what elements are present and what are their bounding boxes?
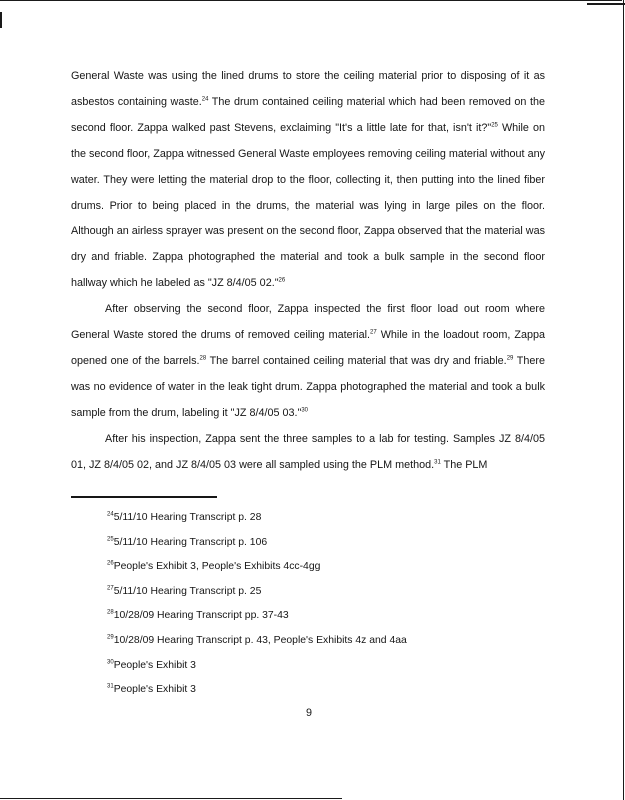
footnote-ref-28: 28 [199,355,207,362]
footnote-text: 5/11/10 Hearing Transcript p. 106 [113,536,268,548]
scan-corner-mark [587,3,625,5]
footnote-number: 29 [107,634,114,641]
footnote-item [107,607,507,632]
footnote-text: People's Exhibit 3 [113,684,196,696]
footnote-item [107,558,507,583]
paragraph-1: General Waste was using the lined drums to store the ceiling material prior to disposing of it as asbestos containing waste.$^{24}$ The drum contained ceiling material which had been removed on the second floor. Zappa walked past Stevens, exclaiming "It's a little late for that, isn't it?"$^{25}$ While on the second floor, Zappa witnessed General Waste employees removing ceiling material without any water. They were letting the material drop to the floor, collecting it, then putting into the lined fiber drums. Prior to being placed in the drums, the material was lying in large piles on the floor. Although an airless sprayer was present on the second floor, Zappa observed that the material was dry and friable. Zappa photographed the material and took a bulk sample in the second floor hallway which he labeled as "JZ 8/4/05 02."$^{26}$ [71,70,545,290]
footnote-item [107,509,507,534]
paragraph-3: After his inspection, Zappa sent the three samples to a lab for testing. Samples JZ 8/4/05 01, JZ 8/4/05 02, and JZ 8/4/05 03 were all sampled using the PLM method.$^{31}$ The PLM [71,432,545,471]
footnote-ref-30: 30 [301,407,308,414]
footnote-number: 27 [107,585,114,592]
footnote-number: 24 [107,511,114,518]
scan-left-tick [0,12,2,28]
footnote-text: 10/28/09 Hearing Transcript p. 43, People's Exhibits 4z and 4aa [113,634,407,646]
page-number: 9 [305,707,312,719]
footnote-text: 5/11/10 Hearing Transcript p. 28 [113,512,262,523]
scan-edge-right [623,0,624,800]
footnote-item [107,583,507,608]
paragraph-2: After observing the second floor, Zappa inspected the first floor load out room where General Waste stored the drums of removed ceiling material.$^{27}$ While in the loadout room, Zappa opened one of the barrels.$^{28}$ The barrel contained ceiling material that was dry and friable.$^{29}$ There was no evidence of water in the leak tight drum. Zappa photographed the material and took a bulk sample from the drum, labeling it "JZ 8/4/05 03."$^{30}$ [71,303,545,419]
footnote-ref-31: 31 [434,459,441,465]
footnote-ref-29: 29 [506,355,514,362]
footnote-number: 30 [107,659,114,666]
footnote-item [107,632,507,657]
footnote-number: 28 [107,609,114,616]
scan-edge-top [0,0,622,1]
footnote-item [107,657,507,682]
footnote-text: 10/28/09 Hearing Transcript pp. 37-43 [113,610,289,622]
footnote-text: People's Exhibit 3, People's Exhibits 4cc-4gg [113,561,321,573]
footnote-item [107,681,507,706]
scan-edge-bottom [0,798,342,799]
footnote-separator [71,496,217,498]
footnote-number: 31 [107,683,114,690]
footnote-ref-25: 25 [491,122,498,129]
footnote-item [107,534,507,559]
footnote-number: 26 [107,560,114,567]
footnote-ref-27: 27 [370,329,377,336]
footnote-text: People's Exhibit 3 [113,659,196,671]
body-text [71,64,545,479]
footnotes [107,509,507,706]
footnote-number: 25 [107,536,114,543]
footnote-ref-24: 24 [201,96,209,103]
footnote-text: 5/11/10 Hearing Transcript p. 25 [113,585,262,597]
footnote-ref-26: 26 [278,277,286,284]
